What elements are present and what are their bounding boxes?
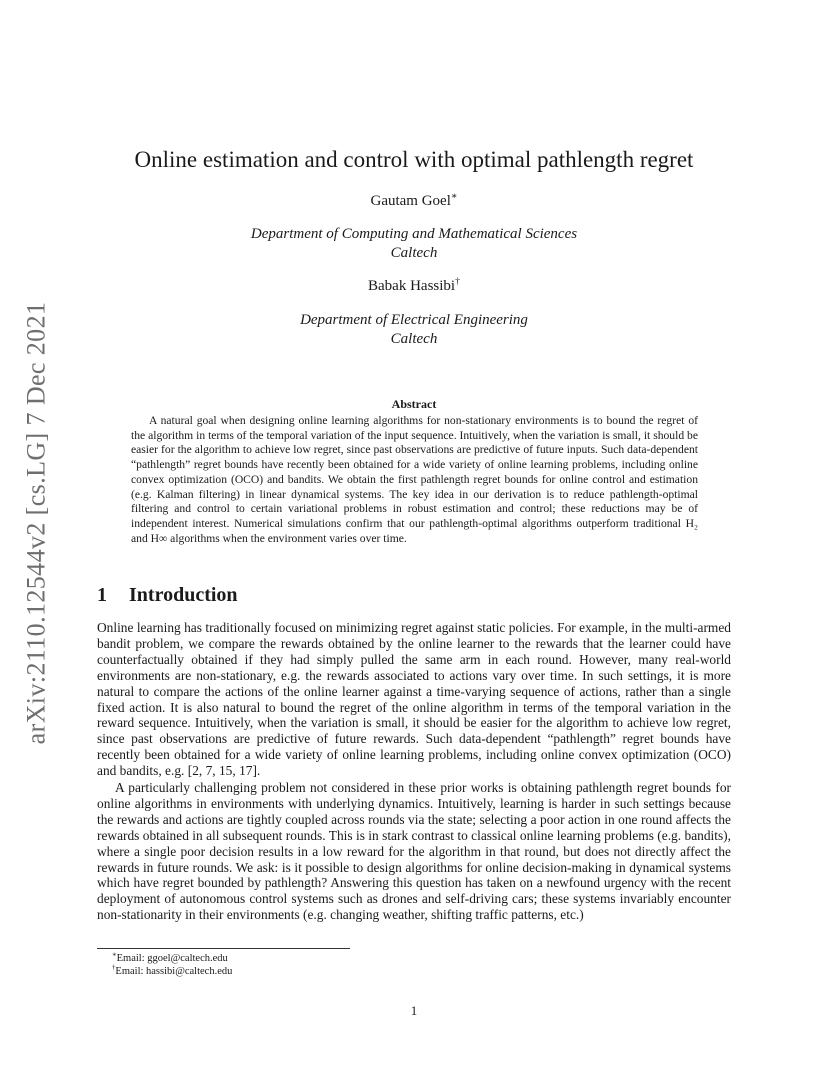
author-name-2-text: Babak Hassibi [368, 278, 456, 294]
body-paragraph-1: Online learning has traditionally focused on minimizing regret against static policies. For example, in the multi-armed bandit problem, we compare the rewards obtained by the online learner to the rewards that the learner could have counterfactually obtained if they had simply pulled the same arm in each round. However, many real-world environments are non-stationary, e.g. the rewards associated to actions vary over time. In such settings, it is more natural to compare the actions of the online learner against a time-varying sequence of actions, rather than a single fixed action. It is also natural to bound the regret of the online algorithm in terms of the temporal variation in the reward sequence. Intuitively, when the variation is small, it should be easier for the algorithm to achieve low regret, since past observations are predictive of future rewards. Such data-dependent “pathlength” regret bounds have recently been obtained for a wide variety of online learning problems, including online convex optimization (OCO) and bandits, e.g. [2, 7, 15, 17]. [97, 620, 731, 779]
section-number: 1 [97, 584, 107, 606]
author-department-2: Department of Electrical Engineering [300, 312, 528, 328]
footnote-1 [112, 952, 228, 965]
author-institution-2: Caltech [390, 331, 438, 347]
abstract-body: A natural goal when designing online learning algorithms for non-stationary environments is to bound the regret of the algorithm in terms of the temporal variation of the input sequence. Intuitively, when the variation is small, it should be easier for the algorithm to achieve low regret, since past observations are predictive of future inputs. Such data-dependent “pathlength” regret bounds have recently been obtained for a wide variety of online learning problems, including online convex optimization (OCO) and bandits. We obtain the first pathlength regret bounds for online control and estimation (e.g. Kalman filtering) in linear dynamical systems. The key idea in our derivation is to reduce pathlength-optimal filtering and control to certain variational problems in robust estimation and control; these reductions may be of independent interest. Numerical simulations confirm that our pathlength-optimal algorithms outperform traditional H₂ and H∞ algorithms when the environment varies over time. [131, 414, 698, 545]
footnote-2-text: Email: hassibi@caltech.edu [115, 966, 233, 977]
author-name-1 [0, 193, 828, 210]
author-1-footnote-mark: ∗ [450, 191, 458, 202]
footnote-1-mark: ∗ [112, 951, 117, 959]
arxiv-stamp-text: arXiv:2110.12544v2 [cs.LG] 7 Dec 2021 [21, 301, 50, 745]
footnote-divider [97, 948, 350, 949]
author-affiliation-2 [0, 311, 828, 349]
author-affiliation-1 [0, 225, 828, 263]
footnote-1-text: Email: ggoel@caltech.edu [116, 953, 228, 964]
page-number: 1 [410, 1003, 418, 1018]
section-title: Introduction [129, 584, 238, 606]
footnote-2 [112, 965, 232, 978]
author-department-1: Department of Computing and Mathematical Sciences [250, 226, 578, 242]
body-paragraph-2: A particularly challenging problem not considered in these prior works is obtaining pathlength regret bounds for online algorithms in environments with underlying dynamics. Intuitively, learning is harder in such settings because the rewards and actions are tightly coupled across rounds via the state; selecting a poor action in one round affects the rewards obtained in all subsequent rounds. This is in stark contrast to classical online learning problems (e.g. bandits), where a single poor decision results in a low reward for the algorithm in that round, but does not directly affect the rewards in future rounds. We ask: is it possible to design algorithms for online decision-making in dynamical systems which have regret bounded by pathlength? Answering this question has taken on a newfound urgency with the recent deployment of autonomous control systems such as drones and self-driving cars; these systems invariably encounter non-stationarity in their environments (e.g. changing weather, shifting traffic patterns, etc.) [97, 780, 731, 923]
paper-title: Online estimation and control with optimal pathlength regret [134, 147, 694, 172]
author-name-2 [0, 278, 828, 295]
arxiv-stamp [15, 293, 57, 753]
section-heading [97, 584, 238, 607]
author-name-1-text: Gautam Goel [370, 193, 451, 209]
footnote-2-mark: † [112, 964, 116, 972]
author-2-footnote-mark: † [455, 276, 460, 287]
author-institution-1: Caltech [390, 245, 438, 261]
abstract-heading: Abstract [391, 397, 437, 411]
